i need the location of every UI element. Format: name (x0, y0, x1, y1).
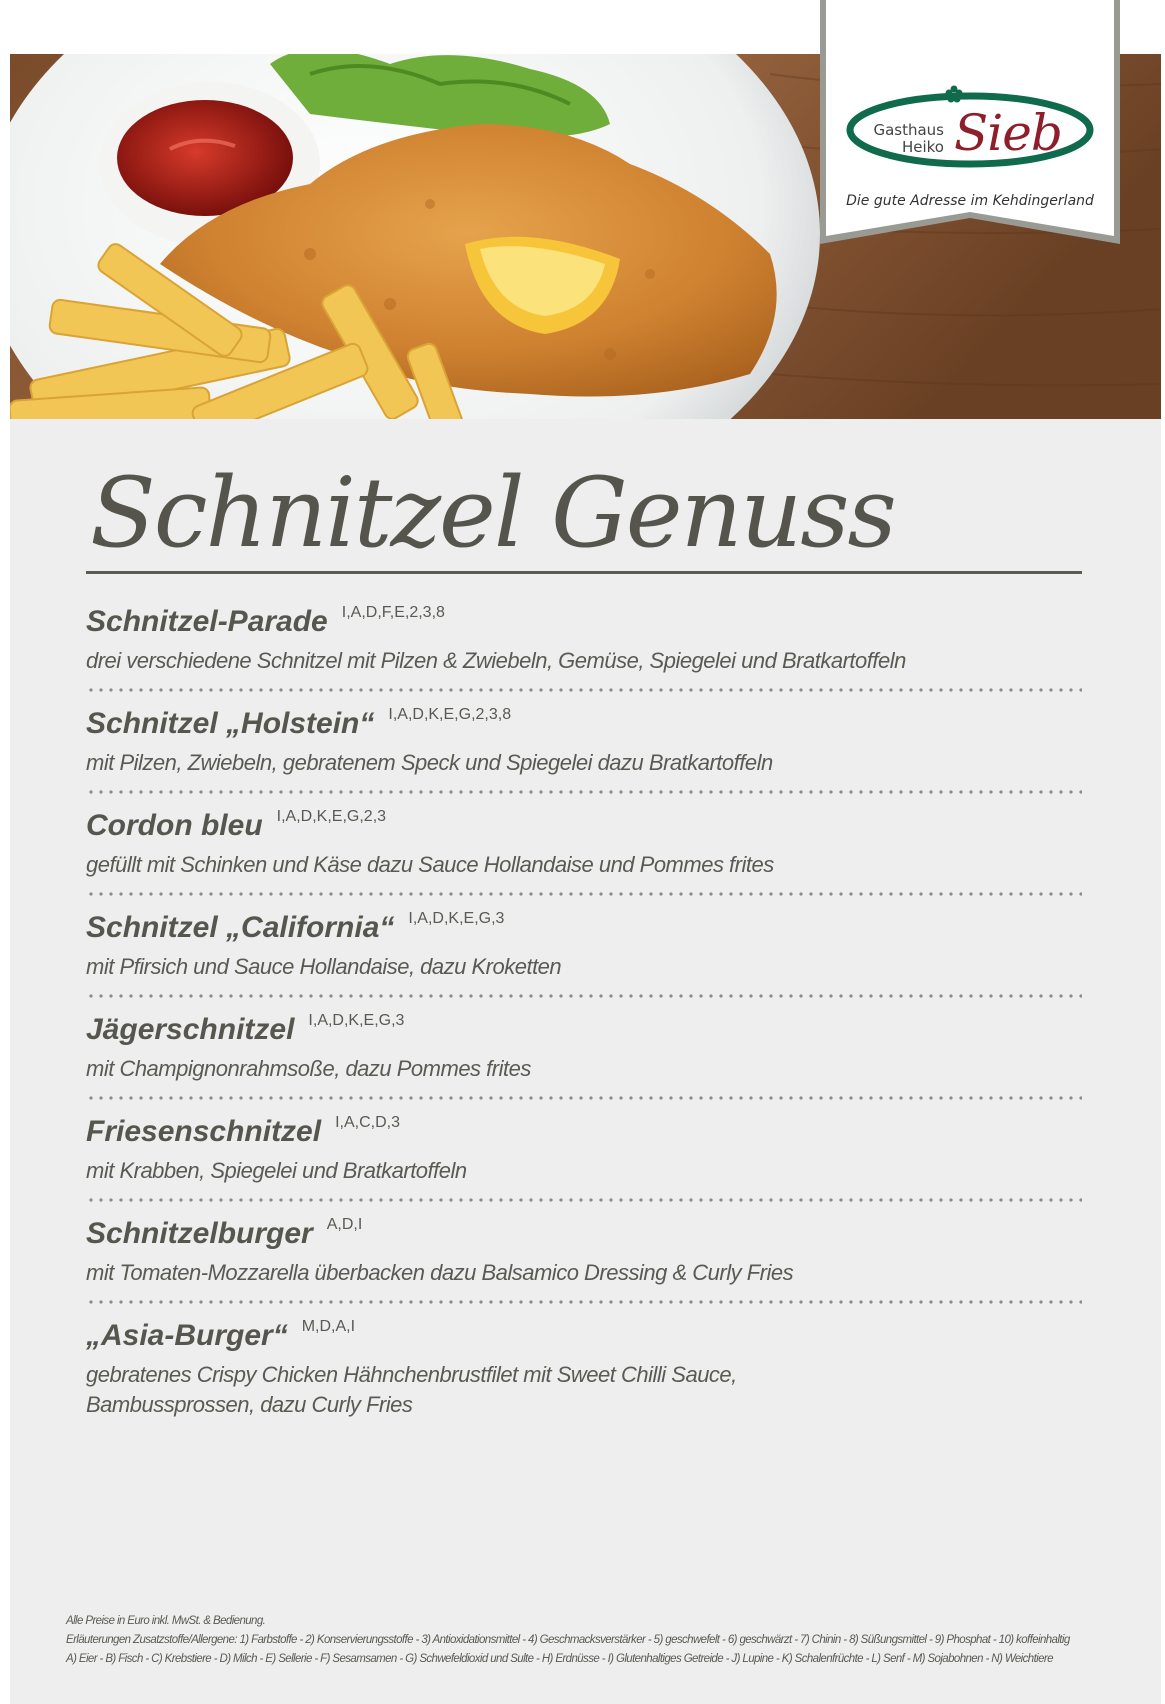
price-note: Alle Preise in Euro inkl. MwSt. & Bedienung. (66, 1615, 266, 1627)
footer-notes (66, 1612, 1146, 1669)
menu-item-description: mit Krabben, Spiegelei und Bratkartoffeln (86, 1158, 467, 1183)
additives-legend: Erläuterungen Zusatzstoffe/Allergene: 1) Farbstoffe - 2) Konservierungsstoffe - 3) Antioxidationsmittel - 4) Geschmacksverstärker - 5) geschwefelt - 6) geschwärzt - 7) Chinin - 8) Süßungsmittel - 9) Phosphat - 10) koffeinhaltig (66, 1634, 1070, 1646)
menu-item (86, 1010, 1082, 1100)
menu-item (86, 1112, 1082, 1202)
menu-item-description: gefüllt mit Schinken und Käse dazu Sauce Hollandaise und Pommes frites (86, 852, 774, 877)
menu-item-description: mit Pilzen, Zwiebeln, gebratenem Speck und Spiegelei dazu Bratkartoffeln (86, 750, 773, 775)
dotted-separator (86, 994, 1082, 998)
menu-item-name: Schnitzel „California“ (86, 911, 395, 944)
menu-item-allergens: I,A,D,K,E,G,2,3 (276, 808, 387, 825)
logo-heiko-text: Heiko (901, 138, 944, 156)
menu-item-name: „Asia-Burger“ (86, 1319, 288, 1352)
menu-list (86, 602, 1082, 1420)
menu-item-allergens: A,D,I (326, 1216, 363, 1233)
restaurant-logo (814, 0, 1126, 260)
menu-item-allergens: I,A,D,F,E,2,3,8 (341, 604, 445, 621)
logo-name: Sieb (954, 104, 1062, 162)
menu-item (86, 1316, 1082, 1420)
menu-item (86, 602, 1082, 692)
dotted-separator (86, 1096, 1082, 1100)
menu-item-name: Schnitzelburger (86, 1217, 313, 1250)
dotted-separator (86, 1198, 1082, 1202)
dotted-separator (86, 1300, 1082, 1304)
menu-item-description: mit Champignonrahmsoße, dazu Pommes frites (86, 1056, 531, 1081)
menu-item (86, 806, 1082, 896)
menu-item-name: Friesenschnitzel (86, 1115, 322, 1148)
menu-item (86, 908, 1082, 998)
logo-tagline: Die gute Adresse im Kehdingerland (846, 193, 1094, 209)
menu-title: Schnitzel Genuss (90, 457, 895, 569)
menu-item-description: drei verschiedene Schnitzel mit Pilzen & Zwiebeln, Gemüse, Spiegelei und Bratkartoffeln (86, 648, 906, 673)
dotted-separator (86, 688, 1082, 692)
menu-item-name: Schnitzel-Parade (86, 605, 328, 638)
menu-item-allergens: I,A,D,K,E,G,3 (408, 910, 505, 927)
menu-item-name: Cordon bleu (86, 809, 263, 842)
menu-item-allergens: I,A,D,K,E,G,3 (308, 1012, 405, 1029)
dotted-separator (86, 892, 1082, 896)
logo-gasthaus-text: Gasthaus (873, 121, 944, 139)
menu-item-allergens: M,D,A,I (301, 1318, 356, 1335)
menu-item-description: mit Tomaten-Mozzarella überbacken dazu Balsamico Dressing & Curly Fries (86, 1260, 794, 1285)
menu-item (86, 704, 1082, 794)
dotted-separator (86, 790, 1082, 794)
allergens-legend: A) Eier - B) Fisch - C) Krebstiere - D) Milch - E) Sellerie - F) Sesamsamen - G) Schwefeldioxid und Sulte - H) Erdnüsse - I) Glutenhaltiges Getreide - J) Lupine - K) Schalenfrüchte - L) Senf - M) Sojabohnen - N) Weichtiere (66, 1653, 1053, 1665)
title-underline (86, 571, 1082, 574)
menu-item (86, 1214, 1082, 1304)
menu-item-name: Schnitzel „Holstein“ (86, 707, 375, 740)
menu-item-description: mit Pfirsich und Sauce Hollandaise, dazu Kroketten (86, 954, 562, 979)
menu-item-name: Jägerschnitzel (86, 1013, 295, 1046)
menu-item-allergens: I,A,D,K,E,G,2,3,8 (388, 706, 512, 723)
menu-item-allergens: I,A,C,D,3 (335, 1114, 400, 1131)
menu-item-description: gebratenes Crispy Chicken Hähnchenbrustfilet mit Sweet Chilli Sauce, (86, 1362, 737, 1387)
menu-item-description-continued: Bambussprossen, dazu Curly Fries (86, 1392, 413, 1417)
